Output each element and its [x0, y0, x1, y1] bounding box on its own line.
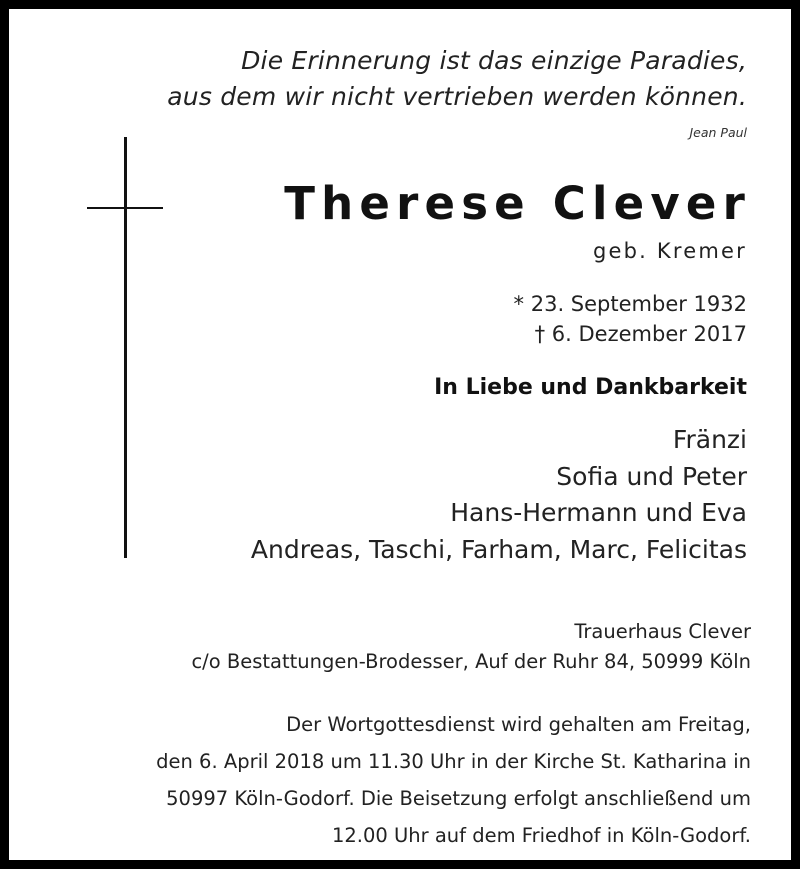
mourning-house — [191, 617, 751, 677]
birth-date: * 23. September 1932 — [513, 292, 747, 316]
service-line: 12.00 Uhr auf dem Friedhof in Köln-Godorf. — [331, 824, 751, 847]
house-title: Trauerhaus Clever — [574, 620, 751, 643]
maiden-name: geb. Kremer — [592, 239, 747, 263]
quote-line: aus dem wir nicht vertrieben werden können. — [167, 82, 747, 111]
house-address: c/o Bestattungen-Brodesser, Auf der Ruhr 84, 50999 Köln — [191, 650, 751, 673]
mourner-line: Hans-Hermann und Eva — [450, 498, 747, 527]
cross-icon — [124, 137, 127, 558]
quote-line: Die Erinnerung ist das einzige Paradies, — [241, 46, 747, 75]
quote — [167, 43, 747, 115]
mourners-list — [251, 422, 747, 568]
cross-icon-bar — [87, 207, 163, 209]
service-line: 50997 Köln-Godorf. Die Beisetzung erfolgt anschließend um — [166, 787, 751, 810]
service-line: den 6. April 2018 um 11.30 Uhr in der Kirche St. Katharina in — [156, 750, 751, 773]
quote-author: Jean Paul — [689, 125, 747, 140]
mourner-line: Sofia und Peter — [556, 461, 747, 491]
mourner-line: Fränzi — [672, 425, 747, 454]
service-info — [156, 706, 751, 854]
death-date: † 6. Dezember 2017 — [534, 322, 747, 346]
deceased-name: Therese Clever — [284, 177, 751, 230]
service-line: Der Wortgottesdienst wird gehalten am Freitag, — [286, 713, 751, 736]
mourner-line: Andreas, Taschi, Farham, Marc, Felicitas — [250, 534, 747, 564]
life-dates — [514, 289, 747, 349]
tribute-heading: In Liebe und Dankbarkeit — [434, 375, 747, 400]
